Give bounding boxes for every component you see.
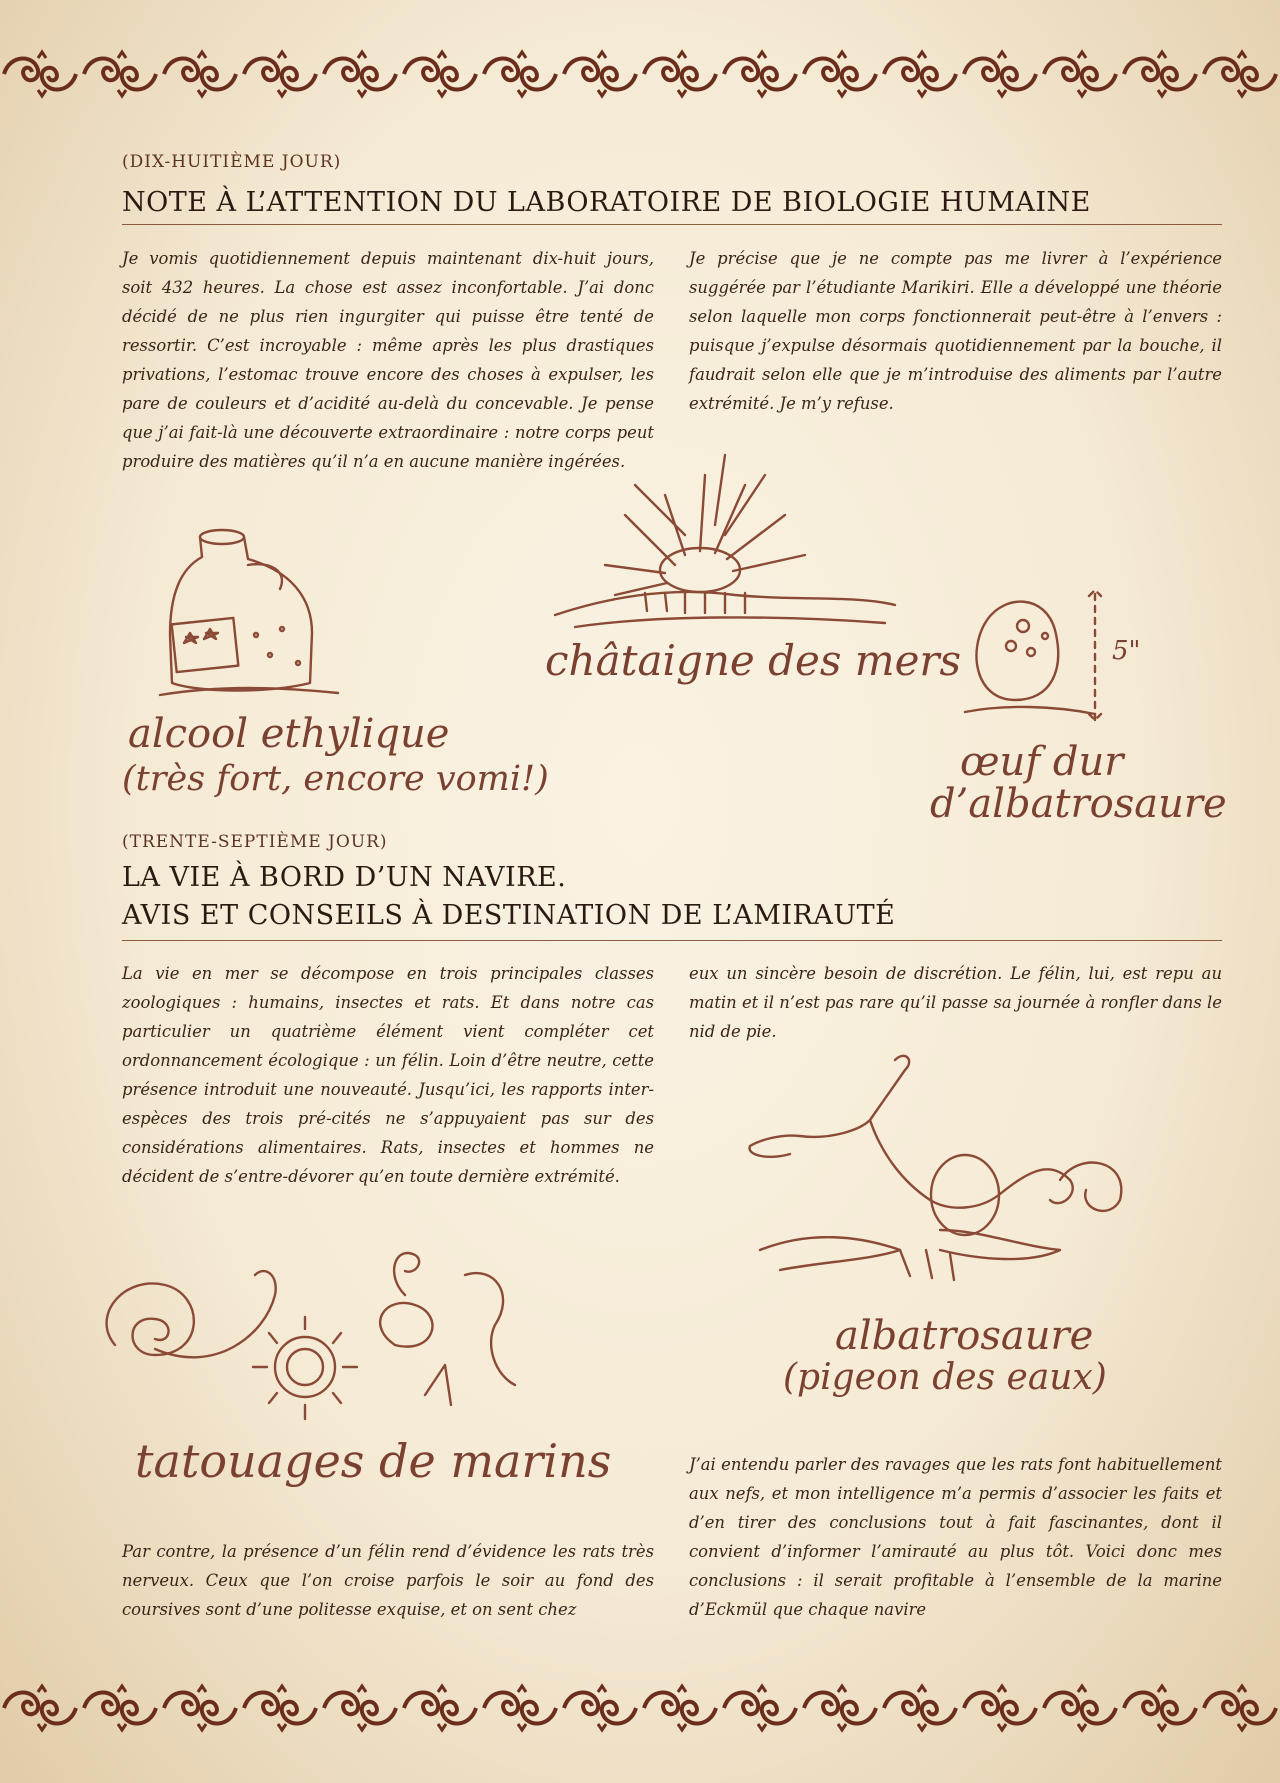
bottle-sketch [160,525,340,700]
albatrosaure-caption-line1: albatrosaure [835,1313,1094,1359]
section2-title-line2: AVIS ET CONSEILS À DESTINATION DE L’AMIRAUTÉ [122,900,896,931]
section1-title: NOTE À L’ATTENTION DU LABORATOIRE DE BIOLOGIE HUMAINE [122,187,1091,218]
tattoo-caption: tatouages de marins [135,1434,612,1488]
section2-title-line1: LA VIE À BORD D’UN NAVIRE. [122,862,567,893]
section1-paragraph-left: Je vomis quotidiennement depuis maintenant dix-huit jours, soit 432 heures. La chose est assez inconfortable. J’ai donc décidé de ne plus rien ingurgiter qui puisse être tenté de ressortir. C’est incroyable : même après les plus drastiques privations, l’estomac trouve encore des choses à expulser, les pare de couleurs et d’acidité au-delà du concevable. Je pense que j’ai fait-là une découverte extraordinaire : notre corps peut produire des matières qu’il n’a en aucune manière ingérées. [122,249,654,471]
tattoo-sketch [95,1235,575,1435]
section1-paragraph-right: Je précise que je ne compte pas me livrer à l’expérience suggérée par l’étudiante Marikiri. Elle a développé une théorie selon laquelle mon corps fonctionnerait peut-être à l’envers : puisque j’expulse désormais quotidiennement par la bouche, il faudrait selon elle que je m’introduise des aliments par l’autre extrémité. Je m’y refuse. [689,249,1222,413]
albatrosaure-caption-line2: (pigeon des eaux) [783,1357,1107,1398]
egg-sketch [965,590,1115,730]
sea-urchin-sketch [555,455,915,635]
section1-rule [122,224,1222,225]
section2-day-label: (TRENTE-SEPTIÈME JOUR) [122,832,388,852]
section2-paragraph-left: La vie en mer se décompose en trois principales classes zoologiques : humains, insectes et rats. Et dans notre cas particulier un quatrième élément vient compléter cet ordonnancement écologique : un félin. Loin d’être neutre, cette présence introduit une nouveauté. Jusqu’ici, les rapports inter-espèces des trois pré-cités ne s’appuyaient pas sur des considérations alimentaires. Rats, insectes et hommes ne décident de s’entre-dévorer qu’en toute dernière extrémité. [122,964,654,1186]
section2-paragraph-right: eux un sincère besoin de discrétion. Le félin, lui, est repu au matin et il n’est pas rare qu’il passe sa journée à ronfler dans le nid de pie. [689,964,1222,1041]
section2-paragraph-left-bottom: Par contre, la présence d’un félin rend d’évidence les rats très nerveux. Ceux que l’on croise parfois le soir au fond des coursives sont d’une politesse exquise, et on sent chez [122,1542,654,1619]
section2-paragraph-right-bottom: J’ai entendu parler des ravages que les rats font habituellement aux nefs, et mon intelligence m’a permis d’associer les faits et d’en tirer des conclusions tout à fait fascinantes, dont il convient d’informer l’amirauté au plus tôt. Voici donc mes conclusions : il serait profitable à l’ensemble de la marine d’Eckmül que chaque navire [689,1455,1222,1619]
albatrosaure-sketch [700,1050,1180,1290]
top-ornamental-border [0,46,1280,102]
bottle-caption-line2: (très fort, encore vomi!) [122,759,549,799]
egg-size-label: 5" [1112,636,1141,666]
bottle-caption-line1: alcool ethylique [128,711,450,757]
urchin-caption: châtaigne des mers [545,636,962,685]
bottom-ornamental-border [0,1680,1280,1736]
egg-caption-line2: d’albatrosaure [930,781,1227,827]
section1-day-label: (DIX-HUITIÈME JOUR) [122,152,342,172]
egg-caption-line1: œuf dur [960,739,1124,785]
section2-rule [122,940,1222,941]
